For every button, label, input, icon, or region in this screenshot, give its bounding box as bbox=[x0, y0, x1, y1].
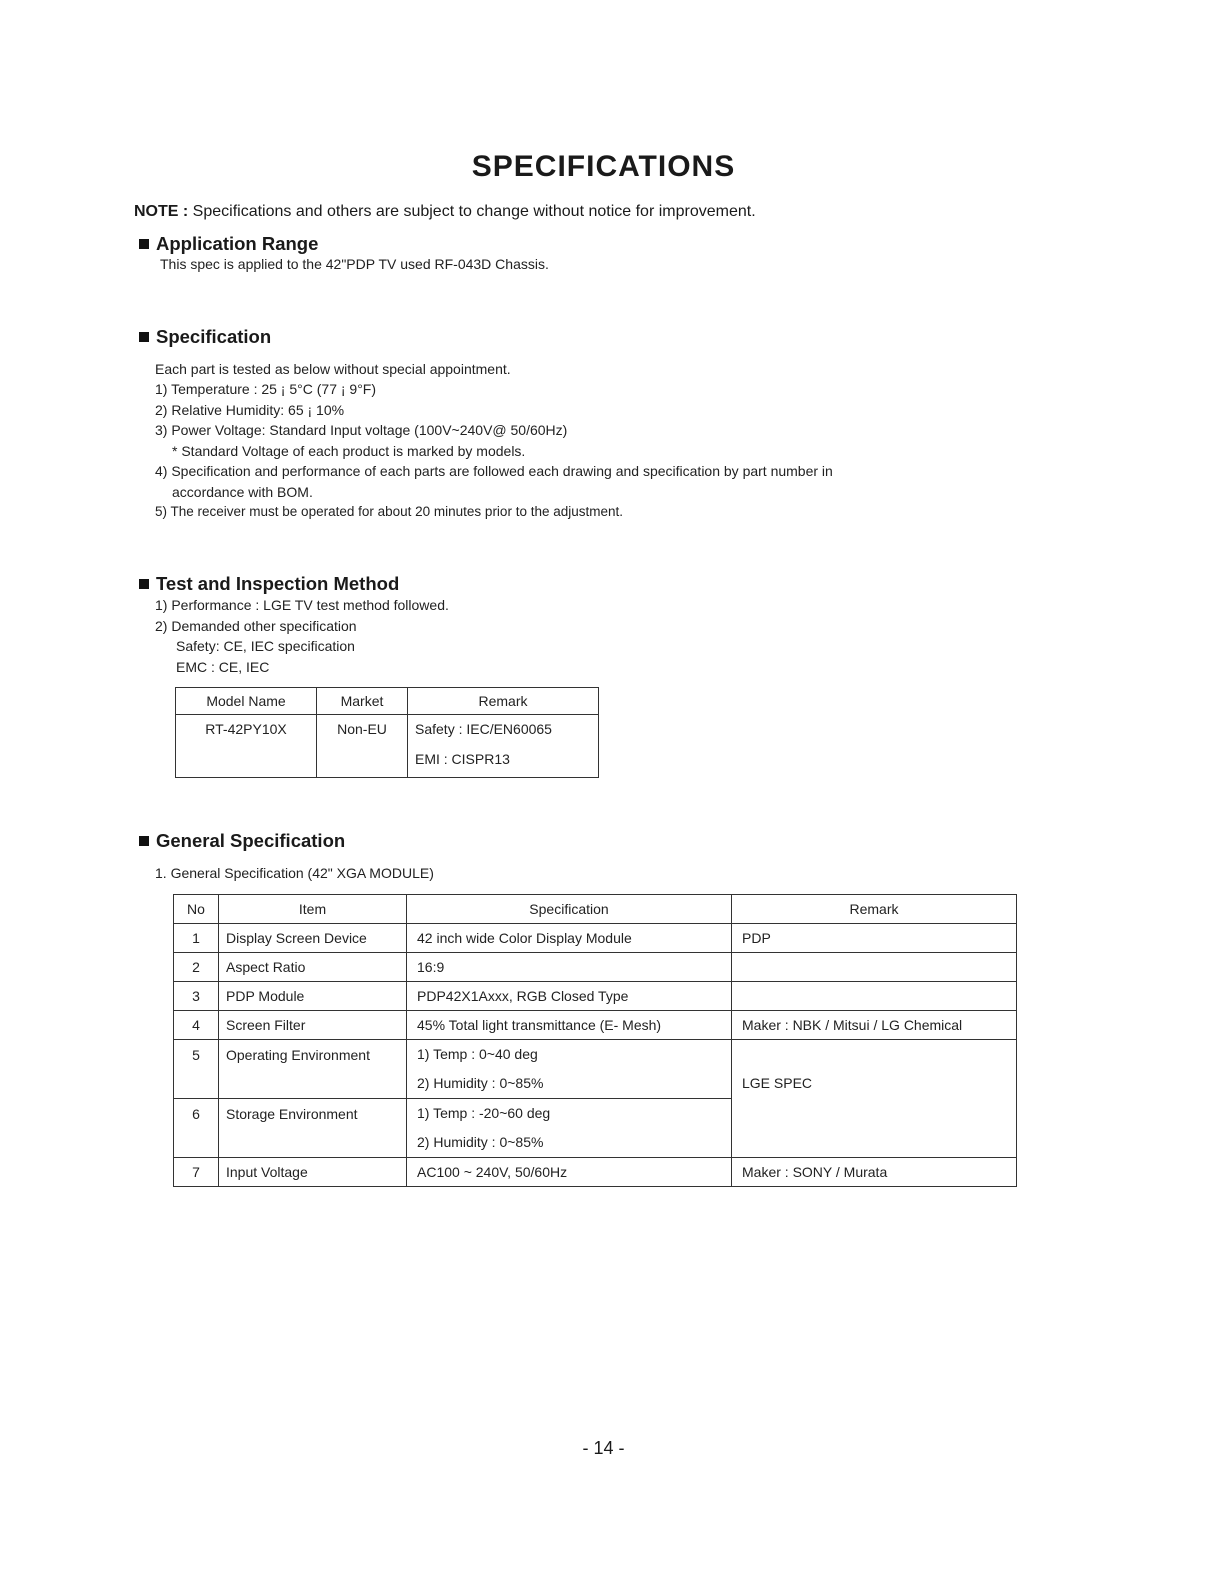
remark-cell bbox=[408, 715, 599, 778]
no-cell: 2 bbox=[174, 953, 219, 982]
spec-item: 1) Temperature : 25 ¡ 5°C (77 ¡ 9°F) bbox=[155, 381, 377, 397]
page-number: - 14 - bbox=[582, 1438, 625, 1458]
remark-cell: Maker : SONY / Murata bbox=[732, 1158, 1017, 1187]
spec-item: 2) Relative Humidity: 65 ¡ 10% bbox=[155, 402, 345, 418]
spec-item: 5) The receiver must be operated for about 20 minutes prior to the adjustment. bbox=[155, 504, 624, 519]
specification-intro: Each part is tested as below without special appointment. bbox=[155, 361, 511, 377]
no-cell: 7 bbox=[174, 1158, 219, 1187]
note-label: NOTE : bbox=[134, 203, 189, 220]
note bbox=[134, 203, 756, 221]
column-header: Model Name bbox=[176, 688, 317, 715]
spec-cell bbox=[407, 1040, 732, 1099]
spec-line: 1) Temp : 0~40 deg bbox=[417, 1046, 538, 1062]
spec-cell: PDP42X1Axxx, RGB Closed Type bbox=[407, 982, 732, 1011]
spec-line: 1) Temp : -20~60 deg bbox=[417, 1105, 551, 1121]
column-header: Market bbox=[317, 688, 408, 715]
test-item: 2) Demanded other specification bbox=[155, 618, 357, 634]
table-row bbox=[176, 715, 599, 778]
spec-cell: 16:9 bbox=[407, 953, 732, 982]
square-bullet-icon bbox=[139, 836, 149, 846]
test-method-heading bbox=[139, 573, 399, 595]
remark-cell bbox=[732, 982, 1017, 1011]
table-row bbox=[174, 1158, 1017, 1187]
application-range-heading-text: Application Range bbox=[156, 233, 319, 254]
spec-cell bbox=[407, 1099, 732, 1158]
spec-line: 2) Humidity : 0~85% bbox=[417, 1134, 544, 1150]
square-bullet-icon bbox=[139, 239, 149, 249]
no-cell: 3 bbox=[174, 982, 219, 1011]
spec-item: 4) Specification and performance of each parts are followed each drawing and specification by part number in bbox=[155, 463, 833, 479]
column-header: Remark bbox=[732, 895, 1017, 924]
spec-cell: 42 inch wide Color Display Module bbox=[407, 924, 732, 953]
application-range-text: This spec is applied to the 42"PDP TV used RF-043D Chassis. bbox=[160, 256, 549, 272]
market-cell: Non-EU bbox=[317, 715, 408, 778]
table-row bbox=[174, 982, 1017, 1011]
remark-emi: EMI : CISPR13 bbox=[415, 751, 510, 767]
test-item: 1) Performance : LGE TV test method followed. bbox=[155, 597, 449, 613]
no-cell: 6 bbox=[174, 1099, 219, 1158]
general-spec-table bbox=[173, 894, 1017, 1187]
item-cell: Operating Environment bbox=[219, 1040, 407, 1099]
test-method-heading-text: Test and Inspection Method bbox=[156, 573, 400, 594]
general-spec-subheading: 1. General Specification (42" XGA MODULE) bbox=[155, 865, 434, 881]
specification-heading bbox=[139, 326, 271, 348]
spec-item-continuation: accordance with BOM. bbox=[172, 484, 313, 500]
table-row bbox=[174, 1011, 1017, 1040]
general-spec-heading bbox=[139, 830, 345, 852]
note-text: Specifications and others are subject to change without notice for improvement. bbox=[188, 203, 756, 220]
column-header: Remark bbox=[408, 688, 599, 715]
specification-heading-text: Specification bbox=[156, 326, 272, 347]
column-header: Specification bbox=[407, 895, 732, 924]
model-market-table bbox=[175, 687, 599, 778]
remark-safety: Safety : IEC/EN60065 bbox=[415, 721, 552, 737]
remark-cell: LGE SPEC bbox=[732, 1040, 1017, 1158]
spec-line: 2) Humidity : 0~85% bbox=[417, 1075, 544, 1091]
square-bullet-icon bbox=[139, 332, 149, 342]
column-header: No bbox=[174, 895, 219, 924]
remark-cell: PDP bbox=[732, 924, 1017, 953]
item-cell: Aspect Ratio bbox=[219, 953, 407, 982]
no-cell: 1 bbox=[174, 924, 219, 953]
item-cell: Storage Environment bbox=[219, 1099, 407, 1158]
general-spec-heading-text: General Specification bbox=[156, 830, 346, 851]
no-cell: 5 bbox=[174, 1040, 219, 1099]
spec-cell: AC100 ~ 240V, 50/60Hz bbox=[407, 1158, 732, 1187]
remark-cell bbox=[732, 953, 1017, 982]
item-cell: Display Screen Device bbox=[219, 924, 407, 953]
remark-cell: Maker : NBK / Mitsui / LG Chemical bbox=[732, 1011, 1017, 1040]
spec-cell: 45% Total light transmittance (E- Mesh) bbox=[407, 1011, 732, 1040]
item-cell: PDP Module bbox=[219, 982, 407, 1011]
table-header-row bbox=[174, 895, 1017, 924]
column-header: Item bbox=[219, 895, 407, 924]
item-cell: Screen Filter bbox=[219, 1011, 407, 1040]
item-cell: Input Voltage bbox=[219, 1158, 407, 1187]
square-bullet-icon bbox=[139, 579, 149, 589]
table-header-row bbox=[176, 688, 599, 715]
page-title: SPECIFICATIONS bbox=[471, 150, 736, 183]
table-row bbox=[174, 1040, 1017, 1099]
spec-item-note: * Standard Voltage of each product is marked by models. bbox=[172, 443, 526, 459]
application-range-heading bbox=[139, 233, 318, 255]
test-item-emc: EMC : CE, IEC bbox=[176, 659, 270, 675]
table-row bbox=[174, 924, 1017, 953]
test-item-safety: Safety: CE, IEC specification bbox=[176, 638, 355, 654]
model-cell: RT-42PY10X bbox=[176, 715, 317, 778]
table-row bbox=[174, 953, 1017, 982]
no-cell: 4 bbox=[174, 1011, 219, 1040]
spec-item: 3) Power Voltage: Standard Input voltage (100V~240V@ 50/60Hz) bbox=[155, 422, 568, 438]
